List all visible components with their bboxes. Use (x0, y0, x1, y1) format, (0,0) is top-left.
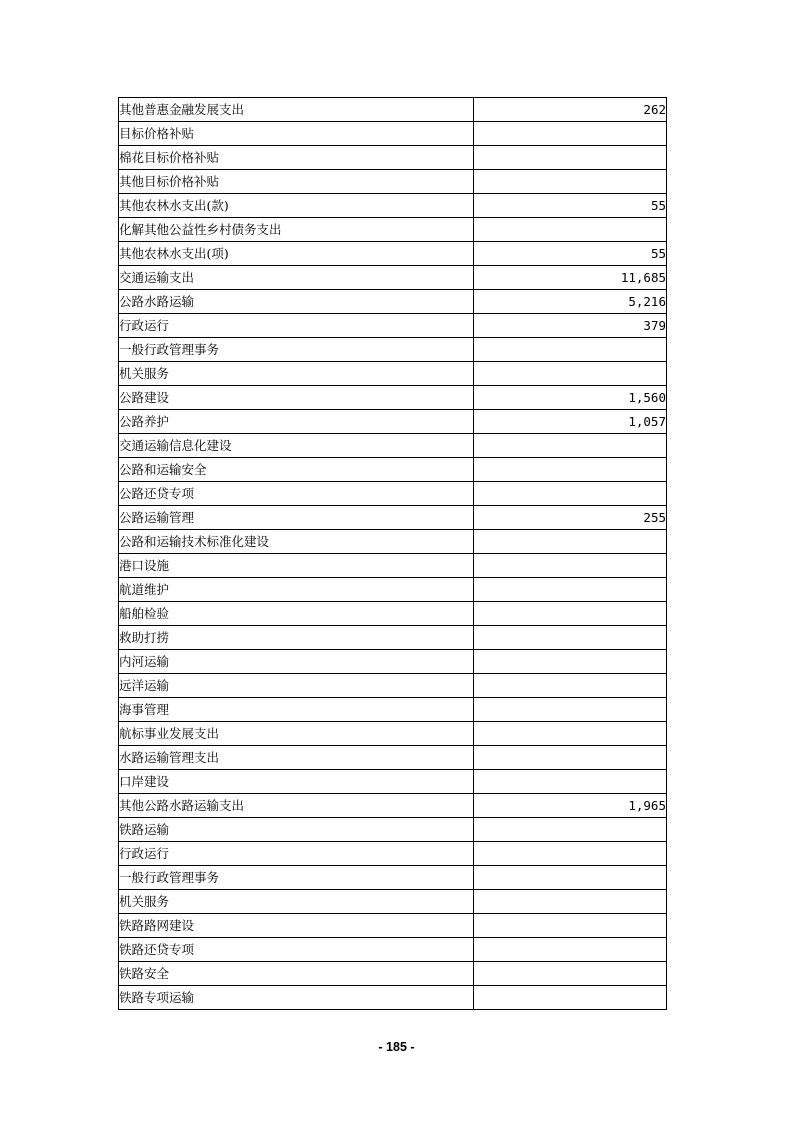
table-row (119, 938, 667, 962)
item-name-cell: 目标价格补贴 (119, 122, 474, 146)
table-row (119, 506, 667, 530)
item-name-cell: 交通运输支出 (119, 266, 474, 290)
amount-cell: 1,965 (474, 794, 667, 818)
table-row (119, 338, 667, 362)
item-name-cell: 化解其他公益性乡村债务支出 (119, 218, 474, 242)
item-name-cell: 其他农林水支出(项) (119, 242, 474, 266)
amount-cell (474, 914, 667, 938)
item-name-cell: 铁路安全 (119, 962, 474, 986)
amount-cell (474, 170, 667, 194)
table-row (119, 674, 667, 698)
table-row (119, 194, 667, 218)
item-name-cell: 港口设施 (119, 554, 474, 578)
item-name-cell: 公路和运输安全 (119, 458, 474, 482)
table-row (119, 554, 667, 578)
amount-cell (474, 938, 667, 962)
amount-cell: 55 (474, 242, 667, 266)
item-name-cell: 铁路运输 (119, 818, 474, 842)
amount-cell (474, 698, 667, 722)
amount-cell: 379 (474, 314, 667, 338)
amount-cell (474, 866, 667, 890)
amount-cell: 262 (474, 98, 667, 122)
amount-cell (474, 482, 667, 506)
table-row (119, 578, 667, 602)
item-name-cell: 公路还贷专项 (119, 482, 474, 506)
table-row (119, 722, 667, 746)
item-name-cell: 一般行政管理事务 (119, 338, 474, 362)
item-name-cell: 机关服务 (119, 890, 474, 914)
item-name-cell: 航道维护 (119, 578, 474, 602)
item-name-cell: 其他普惠金融发展支出 (119, 98, 474, 122)
item-name-cell: 远洋运输 (119, 674, 474, 698)
table-row (119, 890, 667, 914)
item-name-cell: 铁路专项运输 (119, 986, 474, 1010)
item-name-cell: 机关服务 (119, 362, 474, 386)
table-row (119, 170, 667, 194)
amount-cell (474, 530, 667, 554)
table-row (119, 530, 667, 554)
table-row (119, 458, 667, 482)
table-row (119, 482, 667, 506)
amount-cell (474, 626, 667, 650)
table-row (119, 914, 667, 938)
item-name-cell: 铁路路网建设 (119, 914, 474, 938)
table-row (119, 314, 667, 338)
amount-cell (474, 146, 667, 170)
table-row (119, 218, 667, 242)
amount-cell: 1,057 (474, 410, 667, 434)
item-name-cell: 内河运输 (119, 650, 474, 674)
amount-cell (474, 434, 667, 458)
item-name-cell: 救助打捞 (119, 626, 474, 650)
table-row (119, 386, 667, 410)
amount-cell: 11,685 (474, 266, 667, 290)
amount-cell (474, 650, 667, 674)
item-name-cell: 棉花目标价格补贴 (119, 146, 474, 170)
table-row (119, 650, 667, 674)
table-row (119, 98, 667, 122)
amount-cell (474, 122, 667, 146)
budget-expenditure-table (118, 97, 667, 1010)
amount-cell (474, 458, 667, 482)
item-name-cell: 海事管理 (119, 698, 474, 722)
item-name-cell: 行政运行 (119, 314, 474, 338)
item-name-cell: 交通运输信息化建设 (119, 434, 474, 458)
amount-cell (474, 746, 667, 770)
item-name-cell: 公路和运输技术标准化建设 (119, 530, 474, 554)
table-row (119, 626, 667, 650)
amount-cell (474, 722, 667, 746)
item-name-cell: 口岸建设 (119, 770, 474, 794)
item-name-cell: 公路运输管理 (119, 506, 474, 530)
table-row (119, 410, 667, 434)
table-row (119, 746, 667, 770)
item-name-cell: 其他农林水支出(款) (119, 194, 474, 218)
amount-cell (474, 578, 667, 602)
table-row (119, 122, 667, 146)
item-name-cell: 公路建设 (119, 386, 474, 410)
table-row (119, 794, 667, 818)
amount-cell (474, 962, 667, 986)
item-name-cell: 船舶检验 (119, 602, 474, 626)
item-name-cell: 其他目标价格补贴 (119, 170, 474, 194)
table-row (119, 266, 667, 290)
table-row (119, 986, 667, 1010)
table-body (119, 98, 667, 1010)
item-name-cell: 一般行政管理事务 (119, 866, 474, 890)
table-row (119, 362, 667, 386)
table-row (119, 602, 667, 626)
amount-cell (474, 602, 667, 626)
amount-cell (474, 842, 667, 866)
table-row (119, 146, 667, 170)
item-name-cell: 公路水路运输 (119, 290, 474, 314)
amount-cell (474, 218, 667, 242)
amount-cell (474, 674, 667, 698)
table-row (119, 962, 667, 986)
amount-cell: 5,216 (474, 290, 667, 314)
item-name-cell: 航标事业发展支出 (119, 722, 474, 746)
amount-cell: 1,560 (474, 386, 667, 410)
table-row (119, 818, 667, 842)
amount-cell (474, 890, 667, 914)
item-name-cell: 铁路还贷专项 (119, 938, 474, 962)
amount-cell (474, 338, 667, 362)
amount-cell: 55 (474, 194, 667, 218)
item-name-cell: 公路养护 (119, 410, 474, 434)
amount-cell (474, 362, 667, 386)
table-row (119, 698, 667, 722)
amount-cell: 255 (474, 506, 667, 530)
table-row (119, 770, 667, 794)
item-name-cell: 水路运输管理支出 (119, 746, 474, 770)
amount-cell (474, 818, 667, 842)
table-row (119, 290, 667, 314)
table-row (119, 434, 667, 458)
item-name-cell: 其他公路水路运输支出 (119, 794, 474, 818)
table-row (119, 842, 667, 866)
amount-cell (474, 554, 667, 578)
item-name-cell: 行政运行 (119, 842, 474, 866)
amount-cell (474, 986, 667, 1010)
page-number: - 185 - (378, 1040, 415, 1054)
amount-cell (474, 770, 667, 794)
table-row (119, 242, 667, 266)
table-row (119, 866, 667, 890)
